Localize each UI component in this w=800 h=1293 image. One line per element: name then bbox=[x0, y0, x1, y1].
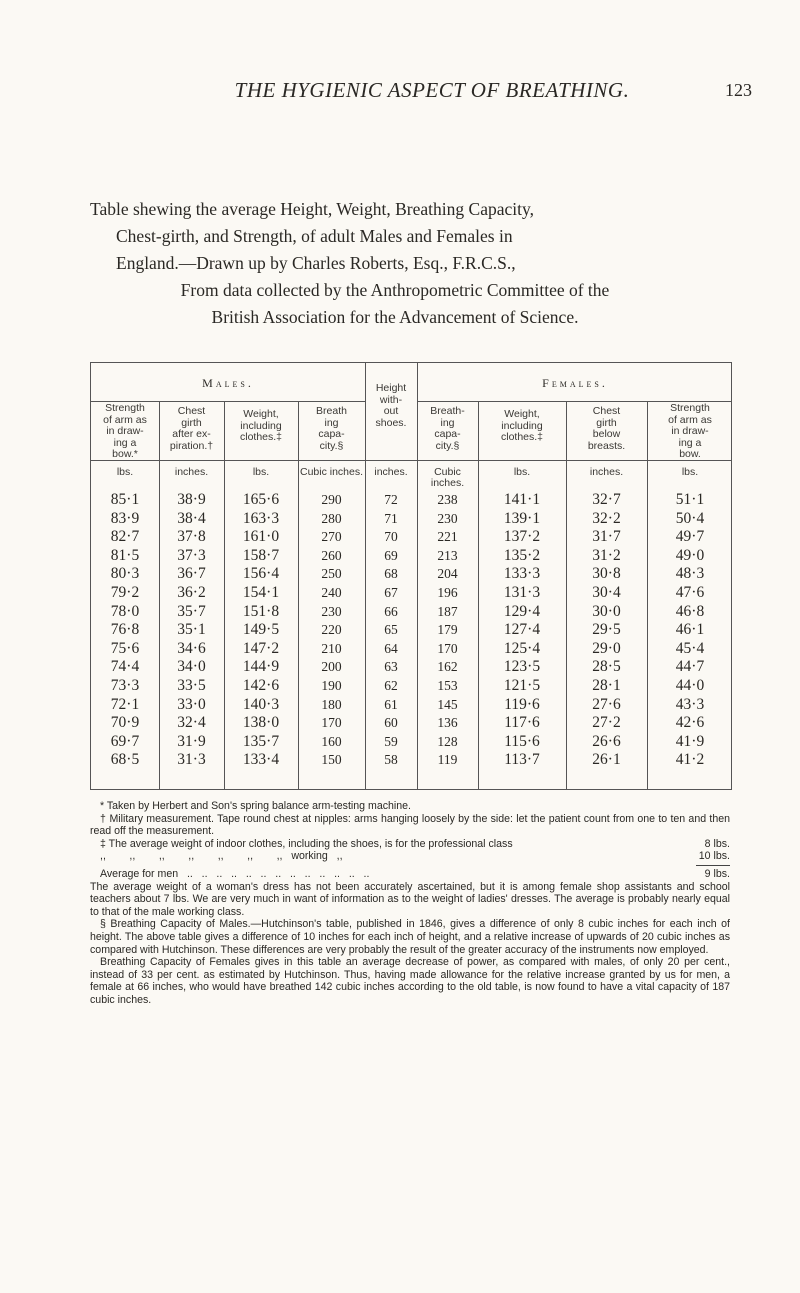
table-cell: 35·1 bbox=[177, 621, 206, 639]
column-unit: lbs. bbox=[681, 466, 699, 478]
table-cell: 51·1 bbox=[675, 491, 705, 508]
column-header: Chest girth below breasts. bbox=[587, 405, 626, 452]
table-cell: 79·2 bbox=[110, 584, 140, 601]
table-cell: 133·4 bbox=[242, 751, 280, 769]
table-cell: 221 bbox=[437, 529, 458, 545]
table-cell: 270 bbox=[321, 529, 342, 545]
table-cell: 67 bbox=[384, 585, 398, 600]
table-cell: 48·3 bbox=[675, 565, 705, 583]
table-cell: 31·7 bbox=[592, 528, 621, 546]
table-cell: 158·7 bbox=[242, 546, 280, 564]
table-cell: 280 bbox=[321, 510, 342, 526]
table-cell: 69·7 bbox=[110, 732, 140, 750]
table-cell: 46·1 bbox=[675, 621, 705, 639]
table-cell: 125·4 bbox=[503, 639, 541, 657]
table-cell: 27·2 bbox=[592, 714, 621, 732]
table-cell: 41·9 bbox=[675, 732, 705, 750]
table-cell: 213 bbox=[437, 547, 458, 563]
column-header: Weight, including clothes.‡ bbox=[239, 408, 283, 443]
footnote-3-text: ‡ The average weight of indoor clothes, including the shoes, is for the professional class bbox=[100, 837, 513, 850]
column-unit: Cubic inches. bbox=[299, 466, 364, 478]
table-cell: 250 bbox=[321, 566, 342, 582]
table-cell: 42·6 bbox=[675, 714, 705, 732]
table-cell: 31·2 bbox=[592, 546, 621, 564]
table-cell: 260 bbox=[321, 547, 342, 563]
footnote-4-value: 10 lbs. bbox=[698, 850, 730, 863]
table-cell: 81·5 bbox=[110, 546, 140, 564]
table-cell: 170 bbox=[437, 640, 458, 656]
footnotes bbox=[90, 800, 730, 1007]
table-cell: 28·5 bbox=[592, 658, 621, 676]
table-cell: 26·6 bbox=[592, 732, 621, 750]
footnote-3 bbox=[90, 838, 730, 851]
table-cell: 70·9 bbox=[110, 714, 140, 732]
table-cell: 135·2 bbox=[503, 546, 541, 564]
table-cell: 29·0 bbox=[592, 639, 621, 657]
table-cell: 32·4 bbox=[177, 714, 206, 732]
title-line: Chest-girth, and Strength, of adult Males and Females in bbox=[116, 226, 513, 246]
table-cell: 129·4 bbox=[503, 602, 541, 620]
males-group-header: Males. bbox=[202, 376, 254, 390]
females-group-header: Females. bbox=[542, 376, 608, 390]
table-cell: 131·3 bbox=[503, 584, 541, 601]
table-cell: 153 bbox=[437, 678, 458, 693]
table-cell: 230 bbox=[321, 603, 342, 619]
table-cell: 43·3 bbox=[675, 695, 705, 713]
table-cell: 119 bbox=[437, 752, 458, 768]
table-cell: 30·8 bbox=[592, 565, 621, 583]
table-cell: 30·0 bbox=[592, 602, 621, 620]
footnote-average-text: Average for men .. .. .. .. .. .. .. .. .. .. .. .. .. bbox=[100, 867, 370, 880]
footnote-4-text: ,, ,, ,, ,, ,, ,, ,, working ,, bbox=[100, 850, 343, 863]
table-cell: 179 bbox=[437, 622, 458, 638]
table-cell: 72·1 bbox=[110, 695, 140, 713]
table-cell: 127·4 bbox=[503, 621, 541, 639]
column-header: Breath- ing capa- city.§ bbox=[430, 405, 465, 452]
table-cell: 63 bbox=[384, 659, 398, 675]
footnote-average bbox=[90, 868, 730, 881]
table-cell: 62 bbox=[384, 678, 398, 693]
table-cell: 61 bbox=[384, 696, 398, 712]
table-cell: 31·3 bbox=[177, 751, 206, 769]
table-cell: 50·4 bbox=[675, 509, 705, 527]
table-cell: 37·3 bbox=[177, 546, 206, 564]
table-cell: 121·5 bbox=[503, 677, 541, 694]
table-cell: 69 bbox=[384, 547, 398, 563]
table-cell: 47·6 bbox=[675, 584, 705, 601]
table-cell: 36·2 bbox=[177, 584, 206, 601]
table-cell: 26·1 bbox=[592, 751, 621, 769]
column-header: Chest girth after ex- piration.† bbox=[169, 405, 214, 452]
table-cell: 140·3 bbox=[242, 695, 280, 713]
table-cell: 68·5 bbox=[110, 751, 140, 769]
table-cell: 35·7 bbox=[177, 602, 206, 620]
column-header: Strength of arm as in draw- ing a bow.* bbox=[103, 402, 147, 460]
table-cell: 170 bbox=[321, 715, 342, 731]
table-cell: 65 bbox=[384, 622, 398, 638]
header-rule bbox=[91, 460, 731, 461]
title-line: England.—Drawn up by Charles Roberts, Esq., F.R.C.S., bbox=[116, 253, 516, 273]
table-cell: 85·1 bbox=[110, 491, 140, 508]
table-cell: 58 bbox=[384, 752, 398, 768]
table-cell: 119·6 bbox=[504, 695, 540, 713]
footnote-1: * Taken by Herbert and Son's spring balance arm-testing machine. bbox=[100, 800, 411, 812]
table-cell: 49·0 bbox=[675, 546, 705, 564]
table-cell: 31·9 bbox=[177, 732, 206, 750]
table-cell: 59 bbox=[384, 733, 398, 749]
table-cell: 38·4 bbox=[177, 509, 206, 527]
table-cell: 190 bbox=[321, 678, 342, 693]
table-cell: 41·2 bbox=[675, 751, 705, 769]
table-cell: 75·6 bbox=[110, 639, 140, 657]
table-cell: 33·5 bbox=[177, 677, 206, 694]
title-line: British Association for the Advancement of Science. bbox=[211, 307, 579, 327]
table-cell: 64 bbox=[384, 640, 398, 656]
table-cell: 34·6 bbox=[177, 639, 206, 657]
table-cell: 115·6 bbox=[504, 732, 540, 750]
table-cell: 238 bbox=[437, 492, 458, 507]
running-header bbox=[112, 78, 752, 108]
table-cell: 240 bbox=[321, 585, 342, 600]
table-cell: 210 bbox=[321, 640, 342, 656]
table-cell: 32·7 bbox=[592, 491, 621, 508]
table-cell: 117·6 bbox=[504, 714, 540, 732]
column-unit: inches. bbox=[374, 466, 408, 478]
table-cell: 149·5 bbox=[242, 621, 280, 639]
table-cell: 71 bbox=[384, 510, 398, 526]
column-header: Strength of arm as in draw- ing a bow. bbox=[668, 402, 712, 460]
column-header: Breath ing capa- city.§ bbox=[316, 405, 347, 452]
table-cell: 36·7 bbox=[177, 565, 206, 583]
title-line: From data collected by the Anthropometric Committee of the bbox=[180, 280, 610, 300]
table-cell: 82·7 bbox=[110, 528, 140, 546]
table-cell: 160 bbox=[321, 733, 342, 749]
table-cell: 137·2 bbox=[503, 528, 541, 546]
table-cell: 128 bbox=[437, 733, 458, 749]
table-cell: 204 bbox=[437, 566, 458, 582]
table-cell: 76·8 bbox=[110, 621, 140, 639]
table-cell: 154·1 bbox=[242, 584, 280, 601]
table-cell: 33·0 bbox=[177, 695, 206, 713]
table-cell: 83·9 bbox=[110, 509, 140, 527]
table-cell: 133·3 bbox=[503, 565, 541, 583]
column-unit: Cubic inches. bbox=[430, 466, 465, 489]
column-header: Weight, including clothes.‡ bbox=[500, 408, 544, 443]
table-cell: 46·8 bbox=[675, 602, 705, 620]
table-cell: 49·7 bbox=[675, 528, 705, 546]
table-cell: 44·7 bbox=[675, 658, 705, 676]
table-cell: 38·9 bbox=[177, 491, 206, 508]
table-cell: 187 bbox=[437, 603, 458, 619]
table-cell: 123·5 bbox=[503, 658, 541, 676]
table-cell: 138·0 bbox=[242, 714, 280, 732]
table-cell: 162 bbox=[437, 659, 458, 675]
table-cell: 180 bbox=[321, 696, 342, 712]
footnote-4 bbox=[90, 850, 730, 863]
table-cell: 30·4 bbox=[592, 584, 621, 601]
data-table bbox=[90, 362, 732, 790]
table-cell: 32·2 bbox=[592, 509, 621, 527]
table-cell: 60 bbox=[384, 715, 398, 731]
table-cell: 150 bbox=[321, 752, 342, 768]
table-title bbox=[90, 196, 730, 331]
table-cell: 200 bbox=[321, 659, 342, 675]
table-cell: 230 bbox=[437, 510, 458, 526]
table-cell: 28·1 bbox=[592, 677, 621, 694]
sum-rule bbox=[696, 865, 730, 866]
table-cell: 141·1 bbox=[503, 491, 541, 508]
running-title: THE HYGIENIC ASPECT OF BREATHING. bbox=[234, 78, 630, 102]
footnote-2: † Military measurement. Tape round chest at nipples: arms hanging loosely by the side: let the patient count from one to ten and then read off the measurement. bbox=[90, 812, 730, 838]
table-cell: 44·0 bbox=[675, 677, 705, 694]
page-number: 123 bbox=[725, 80, 752, 100]
footnote-females-capacity: Breathing Capacity of Females gives in this table an average decrease of power, as compared with males, of only 20 per cent., instead of 33 per cent. as estimated by Hutchinson. Thus, having made allowance for the relative increase granted by us for men, a female at 66 inches, who would have breathed 142 cubic inches according to the old table, is now found to have a vital capacity of 187 cubic inches. bbox=[90, 956, 730, 1006]
title-line: Table shewing the average Height, Weight, Breathing Capacity, bbox=[90, 199, 534, 219]
footnote-3-value: 8 lbs. bbox=[704, 837, 730, 850]
column-header: Height with- out shoes. bbox=[375, 382, 407, 429]
table-cell: 70 bbox=[384, 529, 398, 545]
column-unit: inches. bbox=[174, 466, 209, 478]
column-unit: lbs. bbox=[116, 466, 134, 478]
table-cell: 145 bbox=[437, 696, 458, 712]
table-cell: 74·4 bbox=[110, 658, 140, 676]
table-cell: 147·2 bbox=[242, 639, 280, 657]
table-cell: 139·1 bbox=[503, 509, 541, 527]
table-cell: 156·4 bbox=[242, 565, 280, 583]
table-cell: 220 bbox=[321, 622, 342, 638]
table-cell: 68 bbox=[384, 566, 398, 582]
table-cell: 27·6 bbox=[592, 695, 621, 713]
table-cell: 290 bbox=[321, 492, 342, 507]
table-cell: 161·0 bbox=[242, 528, 280, 546]
table-cell: 80·3 bbox=[110, 565, 140, 583]
footnote-males-capacity: § Breathing Capacity of Males.—Hutchinson's table, published in 1846, gives a difference of only 8 cubic inches for each inch of height. The above table gives a difference of 10 inches for each inch of height, and a relative increase of upwards of 20 cubic inches as compared with Hutchinson. These differences are very probably the result of the greater accuracy of the instruments now employed. bbox=[90, 918, 730, 956]
table-cell: 78·0 bbox=[110, 602, 140, 620]
table-cell: 151·8 bbox=[242, 602, 280, 620]
table-cell: 37·8 bbox=[177, 528, 206, 546]
column-unit: lbs. bbox=[252, 466, 270, 478]
table-cell: 34·0 bbox=[177, 658, 206, 676]
table-cell: 73·3 bbox=[110, 677, 140, 694]
table-cell: 72 bbox=[384, 492, 398, 507]
table-cell: 66 bbox=[384, 603, 398, 619]
table-cell: 45·4 bbox=[675, 639, 705, 657]
column-unit: lbs. bbox=[513, 466, 531, 478]
table-cell: 196 bbox=[437, 585, 458, 600]
table-cell: 142·6 bbox=[242, 677, 280, 694]
table-cell: 163·3 bbox=[242, 509, 280, 527]
table-cell: 136 bbox=[437, 715, 458, 731]
table-cell: 113·7 bbox=[504, 751, 540, 769]
table-cell: 144·9 bbox=[242, 658, 280, 676]
column-unit: inches. bbox=[589, 466, 624, 478]
table-cell: 165·6 bbox=[242, 491, 280, 508]
table-cell: 135·7 bbox=[242, 732, 280, 750]
footnote-dress: The average weight of a woman's dress has not been accurately ascertained, but it is among female shop assistants and school teachers about 7 lbs. We are very much in want of information as to the weight of ladies' dresses. The average is probably nearly equal to that of the male working class. bbox=[90, 880, 730, 918]
footnote-average-value: 9 lbs. bbox=[704, 867, 730, 880]
table-cell: 29·5 bbox=[592, 621, 621, 639]
